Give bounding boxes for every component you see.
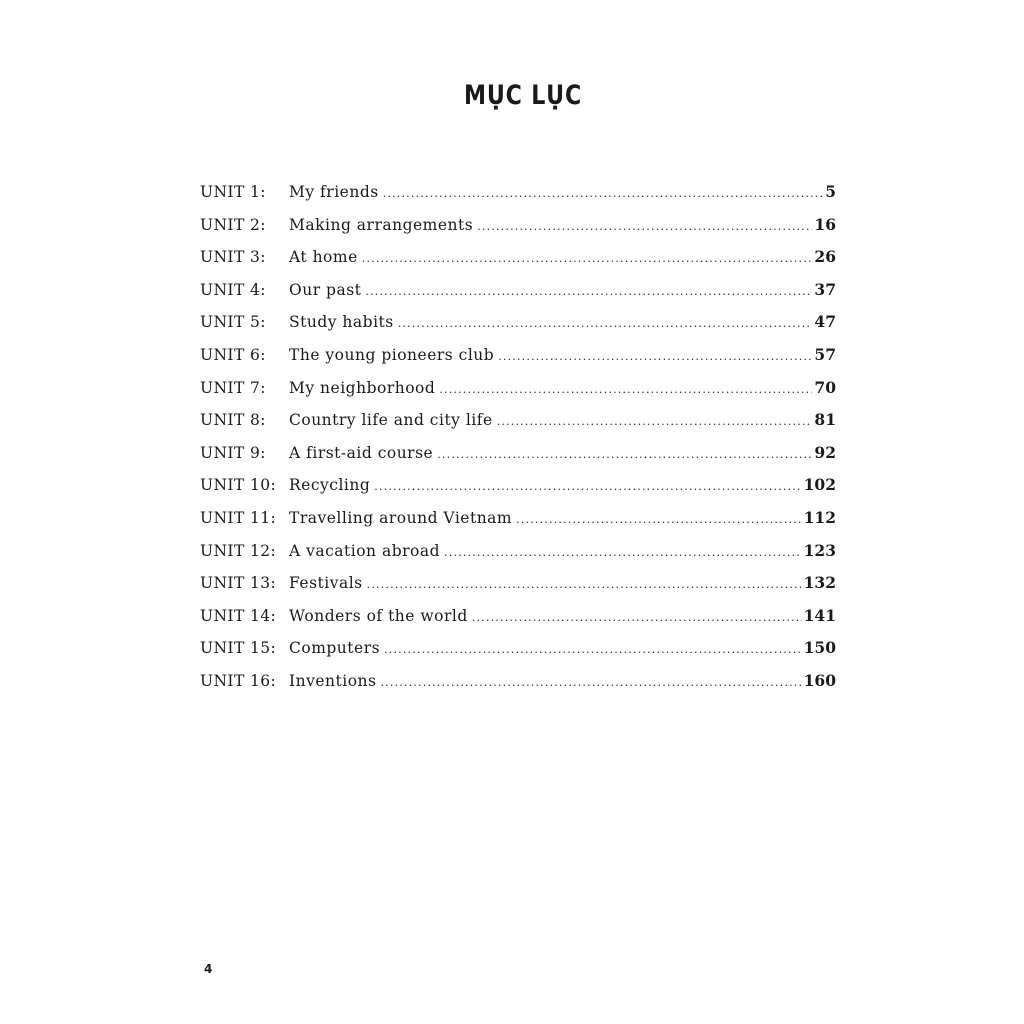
unit-label: UNIT 14: [200, 606, 277, 625]
dot-leader [383, 187, 824, 200]
dot-leader [477, 220, 812, 233]
page-reference: 150 [803, 638, 836, 658]
page-title: MỤC LỤC [463, 80, 583, 111]
page-reference: 92 [814, 442, 836, 462]
dot-leader [367, 578, 802, 591]
dot-leader [374, 480, 801, 493]
page-reference: 141 [803, 605, 836, 625]
table-of-contents [200, 182, 836, 704]
toc-entry [200, 312, 836, 345]
unit-title: Country life and city life [289, 411, 493, 430]
dot-leader [365, 285, 812, 298]
toc-entry [200, 410, 836, 443]
toc-entry [200, 443, 836, 476]
unit-title: At home [289, 248, 358, 267]
page-reference: 26 [814, 247, 836, 267]
page-reference: 70 [814, 377, 836, 397]
page-reference: 81 [814, 410, 836, 430]
unit-title: My neighborhood [289, 378, 436, 397]
unit-title: Inventions [289, 671, 377, 690]
toc-entry [200, 671, 836, 704]
unit-label: UNIT 8: [200, 411, 266, 430]
dot-leader [439, 383, 812, 396]
page-number: 4 [204, 962, 213, 976]
toc-entry [200, 606, 836, 639]
unit-label: UNIT 2: [200, 215, 266, 234]
toc-entry [200, 215, 836, 248]
unit-title: Recycling [289, 476, 371, 495]
page-reference: 132 [803, 573, 836, 593]
toc-entry [200, 247, 836, 280]
page-reference: 160 [803, 670, 836, 690]
page-reference: 5 [825, 182, 836, 201]
unit-title: Wonders of the world [289, 606, 468, 625]
unit-label: UNIT 4: [200, 280, 266, 299]
dot-leader [516, 513, 802, 526]
dot-leader [498, 350, 812, 363]
toc-entry [200, 573, 836, 606]
unit-title: My friends [289, 183, 379, 201]
unit-label: UNIT 16: [200, 671, 277, 690]
dot-leader [437, 448, 812, 461]
page-reference: 112 [803, 507, 836, 527]
toc-entry [200, 182, 836, 215]
toc-entry [200, 378, 836, 411]
toc-entry [200, 475, 836, 508]
dot-leader [380, 676, 801, 689]
unit-label: UNIT 13: [200, 574, 277, 593]
unit-title: A vacation abroad [289, 541, 441, 560]
toc-entry [200, 280, 836, 313]
dot-leader [398, 317, 813, 330]
unit-label: UNIT 15: [200, 639, 277, 658]
dot-leader [472, 611, 802, 624]
toc-entry [200, 638, 836, 671]
unit-label: UNIT 12: [200, 541, 277, 560]
unit-title: Travelling around Vietnam [289, 508, 513, 527]
page-reference: 16 [814, 214, 836, 234]
unit-label: UNIT 1: [200, 183, 266, 201]
unit-label: UNIT 11: [200, 508, 277, 527]
dot-leader [384, 643, 802, 656]
page-reference: 102 [803, 475, 836, 495]
unit-label: UNIT 10: [200, 476, 277, 495]
toc-entry [200, 541, 836, 574]
dot-leader [497, 415, 813, 428]
unit-title: Study habits [289, 313, 394, 332]
page-reference: 57 [814, 344, 836, 364]
unit-title: A first-aid course [289, 443, 434, 462]
toc-entry [200, 508, 836, 541]
dot-leader [362, 252, 813, 265]
unit-label: UNIT 7: [200, 378, 266, 397]
unit-label: UNIT 6: [200, 345, 266, 364]
unit-title: Festivals [289, 574, 363, 593]
unit-label: UNIT 5: [200, 313, 266, 332]
unit-title: Computers [289, 639, 381, 658]
dot-leader [444, 546, 802, 559]
unit-label: UNIT 9: [200, 443, 266, 462]
page-reference: 47 [814, 312, 836, 332]
page-reference: 123 [803, 540, 836, 560]
page-reference: 37 [814, 279, 836, 299]
unit-label: UNIT 3: [200, 248, 266, 267]
toc-entry [200, 345, 836, 378]
unit-title: Making arrangements [289, 215, 474, 234]
unit-title: The young pioneers club [289, 345, 495, 364]
unit-title: Our past [289, 280, 362, 299]
